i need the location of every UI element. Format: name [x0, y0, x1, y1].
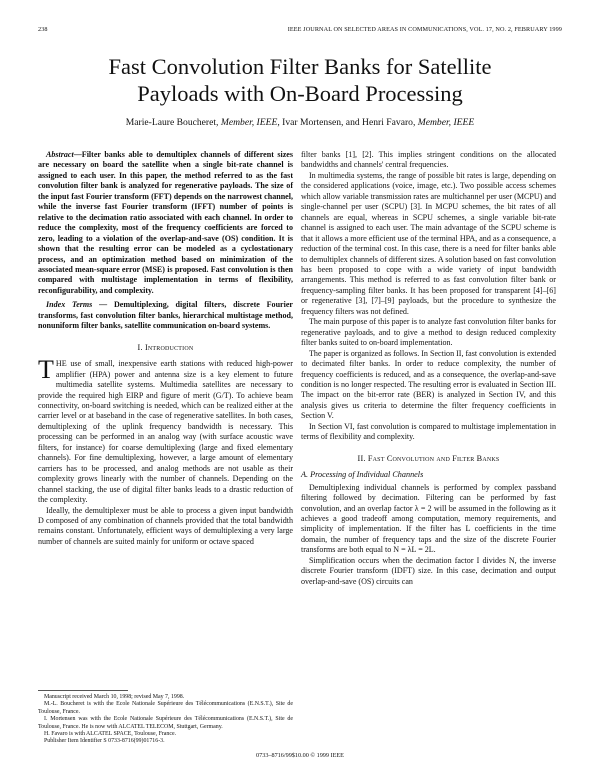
right-column	[301, 150, 556, 587]
right-paragraph-2: In multimedia systems, the range of possible bit rates is large, depending on the considered applications (voice, image, etc.). Two possible access schemes which allow variable transmission rates are multichannel per user (MCPU) and single-channel per user (SCPU) [3]. In MCPU schemes, the bit rates of all channels are equal, whereas in SCPU schemes, a single variable bit-rate channel is assigned to each user. The main advantage of the SCPU scheme is that it allows a more efficient use of the terminal HPA, and as a consequence, a reduction of the terminal cost. In this case, there is a need for filter banks able to demultiplex channels of different sizes. A solution based on fast convolution has been proposed to cope with a wide variety of input bandwidth arrangements. This method is referred to as fast convolution filter bank or frequency-sampling filter banks. It has been proposed for transparent [4]–[6] or regenerative [3], [7]–[9] payloads, but the procedure to synthesize the frequency filters was not defined.	[301, 170, 556, 316]
intro-paragraph-1	[38, 355, 293, 505]
abstract	[38, 150, 293, 296]
drop-cap: T	[38, 355, 54, 385]
footnotes	[38, 690, 293, 746]
index-terms-text: Demultiplexing, digital filters, discrete Fourier transforms, fast convolution filter banks, hierarchical multistage method, nonuniform filter banks, satellite communication on-board systems.	[38, 300, 293, 331]
author-1-role: Member, IEEE	[220, 117, 278, 128]
right-paragraph-1: filter banks [1], [2]. This implies stringent conditions on the allocated bandwidths and channels' central frequencies.	[301, 150, 556, 170]
footnote-author-3: H. Favaro is with ALCATEL SPACE, Toulouse, France.	[44, 731, 177, 738]
author-1: Marie-Laure Boucheret,	[125, 117, 219, 128]
title-line-2: Payloads with On-Board Processing	[137, 81, 463, 106]
right-paragraph-7: Simplification occurs when the decimation factor I divides N, the inverse discrete Fourier transform (IDFT) size. In this case, decimation and output overlap-and-save (OS) circuits can	[301, 555, 556, 586]
subsection-heading-individual-channels: A. Processing of Individual Channels	[301, 470, 424, 480]
page-number: 238	[38, 26, 48, 33]
footnote-received: Manuscript received March 10, 1998; revised May 7, 1998.	[44, 694, 185, 700]
running-header	[38, 26, 562, 36]
journal-name: IEEE JOURNAL ON SELECTED AREAS IN COMMUNICATIONS, VOL. 17, NO. 2, FEBRUARY 1999	[287, 26, 562, 33]
footnote-author-2: I. Mortensen was with the Ecole Nationale Supérieure des Télécommunications (E.N.S.T.), Site de Toulouse, France. He is now with ALCATEL TELECOM, Stuttgart, Germany.	[38, 716, 293, 730]
right-paragraph-4: The paper is organized as follows. In Section II, fast convolution is extended to decimated filter banks. In order to reduce complexity, the number of frequency coefficients is reduced, and as a consequence, the overlap-and-save condition is no longer respected. The resulting error is evaluated in Section III. The impact on the bit-error rate (BER) is analyzed in Section IV, and this analysis gives us criteria to determine the filter frequency coefficients in Section V.	[301, 348, 557, 421]
left-column	[38, 150, 293, 547]
author-2-3: , Ivar Mortensen, and Henri Favaro,	[277, 117, 416, 128]
right-paragraph-5: In Section VI, fast convolution is compared to multistage implementation in terms of flexibility and complexity.	[301, 421, 556, 442]
footnote-rule	[38, 690, 128, 691]
title-line-1: Fast Convolution Filter Banks for Satellite	[108, 54, 492, 79]
right-paragraph-6: Demultiplexing individual channels is performed by complex passband filtering followed by decimation. Filtering can be performed by fast convolution, and an overlap factor λ = 2 will be assumed in the following as it achieves a good tradeoff among computation, memory requirements, and simplicity of implementation. If the filter has L coefficients in the time domain, the number of frequency taps and the size of the discrete Fourier transforms are both equal to N = λL = 2L.	[301, 482, 556, 555]
intro-paragraph-1-text: HE use of small, inexpensive earth stations with reduced high-power amplifier (HPA) power and antenna size is a key element to future multimedia satellite systems. Multimedia satellites are necessary to provide the required high EIRP and figure of merit (G/T). To achieve beam connectivity, on-board switching is needed, which can be realized either at the carrier level or at baseband in the case of regenerative satellites. In both cases, demultiplexing of the uplink frequency bandwidth is necessary. This processing can be performed in an analog way (with surface acoustic wave filters, for instance) for coarse demultiplexing (large and fixed elementary channels). For fine demultiplexing, however, a large amount of elementary carriers has to be processed, and analog methods are not usable as their complexity grows linearly with the number of channels. Depending on the channel stacking, the use of digital filter banks leads to a drastic reduction of the complexity.	[38, 359, 293, 505]
author-3-role: Member, IEEE	[417, 117, 475, 128]
intro-paragraph-2: Ideally, the demultiplexer must be able to process a given input bandwidth D composed of any combination of channels provided that the total bandwidth remains constant. Unfortunately, efficient ways of demultiplexing a very large number of channels are suited mainly for uniform or octave spaced	[38, 505, 293, 546]
abstract-label: Abstract—	[46, 150, 82, 159]
section-heading-fast-convolution: II. Fast Convolution and Filter Banks	[357, 453, 500, 463]
copyright-footer: 0733–8716/99$10.00 © 1999 IEEE	[256, 752, 344, 759]
index-terms	[38, 300, 293, 331]
abstract-text: Filter banks able to demultiplex channels of different sizes are necessary on board the satellite when a single bit-rate channel is assigned to each user. In this paper, the method referred to as the fast convolution filter bank is analyzed for regenerative payloads. The size of the input fast Fourier transform (FFT) depends on the narrowest channel, while the inverse fast Fourier transform (IFFT) number of points is relative to the decimation ratio associated with each channel. In order to reduce the complexity, most of the frequency coefficients are forced to zero, leading to a violation of the overlap-and-save (OS) condition. It is shown that the resulting error can be modeled as a cyclostationary process, and an optimization method based on minimization of the associated mean-square error (MSE) is proposed. Fast convolution is then compared with multistage implementation in terms of flexibility, reconfigurability, and complexity.	[38, 150, 293, 295]
index-terms-label: Index Terms —	[46, 300, 108, 310]
paper-title	[40, 53, 560, 107]
footnote-publisher-id: Publisher Item Identifier S 0733-8716(99)01716-3.	[44, 738, 165, 745]
section-heading-introduction: I. Introduction	[137, 342, 194, 352]
right-paragraph-3: The main purpose of this paper is to analyze fast convolution filter banks for regenerative payloads, and to give a method to design reduced complexity filter banks suited to on-board implementation.	[301, 317, 556, 348]
author-list	[40, 117, 560, 128]
footnote-author-1: M.-L. Boucheret is with the Ecole Nationale Supérieure des Télécommunications (E.N.S.T.), Site de Toulouse, France.	[38, 701, 293, 715]
